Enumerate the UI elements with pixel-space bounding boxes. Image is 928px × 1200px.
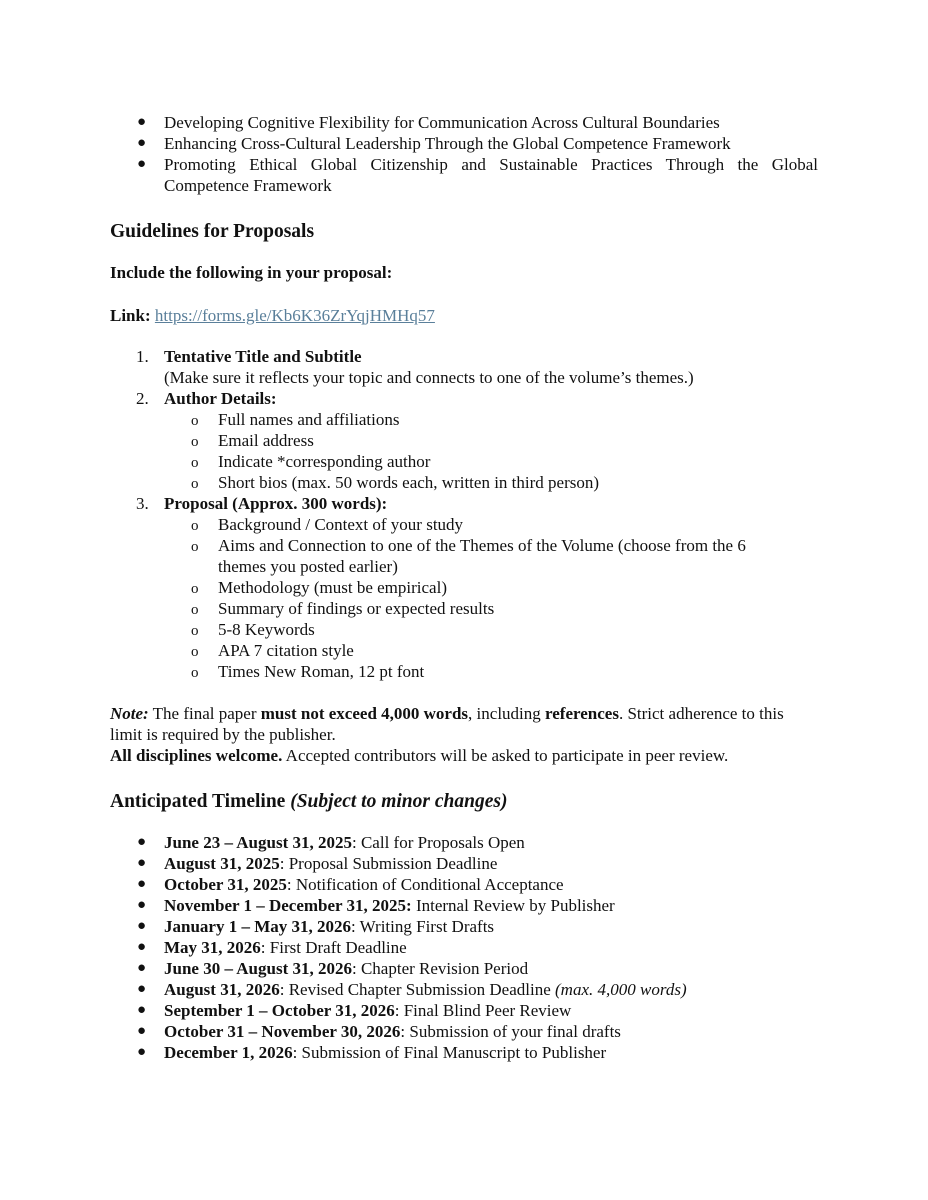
theme-item: ● Promoting Ethical Global Citizenship and Sustainable Practices Through the Global Competence Framework	[137, 155, 818, 195]
circle-bullet-icon: o	[191, 623, 199, 639]
requirement-title: Tentative Title and Subtitle	[164, 347, 362, 366]
bullet-icon: ●	[137, 918, 147, 934]
circle-bullet-icon: o	[191, 455, 199, 471]
timeline-item: ● August 31, 2025: Proposal Submission Deadline	[137, 854, 498, 873]
timeline-item: ● October 31, 2025: Notification of Conditional Acceptance	[137, 875, 564, 894]
sub-item: o 5-8 Keywords	[164, 619, 818, 640]
sub-item: o Indicate *corresponding author	[164, 451, 818, 472]
circle-bullet-icon: o	[191, 539, 199, 555]
bullet-icon: ●	[137, 960, 147, 976]
sub-item: o Times New Roman, 12 pt font	[164, 661, 818, 682]
sub-item: o Background / Context of your study	[164, 514, 818, 535]
timeline-item: ● January 1 – May 31, 2026: Writing First Drafts	[137, 917, 495, 936]
welcome-paragraph: All disciplines welcome. Accepted contributors will be asked to participate in peer review.	[110, 746, 729, 765]
timeline-item: ● October 31 – November 30, 2026: Submission of your final drafts	[137, 1022, 621, 1041]
timeline-heading: Anticipated Timeline (Subject to minor changes)	[110, 791, 508, 812]
bullet-icon: ●	[137, 135, 147, 151]
sub-item: o Full names and affiliations	[164, 409, 818, 430]
sub-item: o Email address	[164, 430, 818, 451]
bullet-icon: ●	[137, 156, 147, 172]
sub-item: o Methodology (must be empirical)	[164, 577, 818, 598]
bullet-icon: ●	[137, 855, 147, 871]
sub-item: o Short bios (max. 50 words each, written in third person)	[164, 472, 818, 493]
proposal-form-link[interactable]: https://forms.gle/Kb6K36ZrYqjHMHq57	[154, 306, 435, 325]
requirement-title: Proposal (Approx. 300 words):	[164, 494, 388, 513]
bullet-icon: ●	[137, 114, 147, 130]
bullet-icon: ●	[137, 876, 147, 892]
bullet-icon: ●	[137, 1002, 147, 1018]
theme-item: ● Developing Cognitive Flexibility for Communication Across Cultural Boundaries	[137, 113, 720, 132]
requirement-note: (Make sure it reflects your topic and connects to one of the volume’s themes.)	[164, 368, 694, 387]
bullet-icon: ●	[137, 1044, 147, 1060]
circle-bullet-icon: o	[191, 518, 199, 534]
timeline-item: ● December 1, 2026: Submission of Final Manuscript to Publisher	[137, 1043, 607, 1062]
proposal-details-list	[164, 514, 818, 682]
bullet-icon: ●	[137, 1023, 147, 1039]
link-label: Link:	[110, 306, 151, 325]
timeline-item: ● May 31, 2026: First Draft Deadline	[137, 938, 407, 957]
document-page	[110, 112, 818, 1063]
timeline-item: ● June 23 – August 31, 2025: Call for Proposals Open	[137, 833, 525, 852]
note-paragraph: Note: The final paper must not exceed 4,000 words, including references. Strict adherence to this limit is required by the publisher.	[110, 704, 784, 744]
sub-item: o Summary of findings or expected results	[164, 598, 818, 619]
requirement-item: 1. Tentative Title and Subtitle (Make sure it reflects your topic and connects to one of the volume’s themes.)	[110, 346, 818, 388]
link-line	[110, 305, 818, 326]
author-details-list	[164, 409, 818, 493]
timeline-item: ● November 1 – December 31, 2025: Internal Review by Publisher	[137, 896, 615, 915]
timeline-item: ● August 31, 2026: Revised Chapter Submission Deadline (max. 4,000 words)	[137, 980, 687, 999]
bullet-icon: ●	[137, 981, 147, 997]
requirement-item: 2. Author Details: o Full names and affiliations o Email address o Indicate *corresponding author o Short bios (max. 50 words each, written in third person)	[110, 388, 818, 493]
bullet-icon: ●	[137, 939, 147, 955]
requirement-item: 3. Proposal (Approx. 300 words): o Background / Context of your study o Aims and Connection to one of the Themes of the Volume (choose from the 6 themes you posted earlier) o Methodology (must be empirical) o Summary of findings or expected results o 5-8 Keywords o APA 7 citation style o Times New Roman, 12 pt font	[110, 493, 818, 682]
timeline-item: ● September 1 – October 31, 2026: Final Blind Peer Review	[137, 1001, 572, 1020]
proposal-requirements-list	[110, 346, 818, 682]
circle-bullet-icon: o	[191, 413, 199, 429]
circle-bullet-icon: o	[191, 434, 199, 450]
bullet-icon: ●	[137, 834, 147, 850]
timeline-item: ● June 30 – August 31, 2026: Chapter Revision Period	[137, 959, 529, 978]
themes-list	[110, 112, 818, 196]
requirement-title: Author Details:	[164, 389, 277, 408]
note-label: Note:	[110, 704, 149, 723]
circle-bullet-icon: o	[191, 476, 199, 492]
guidelines-heading: Guidelines for Proposals	[110, 221, 315, 242]
timeline-list	[110, 832, 818, 1063]
circle-bullet-icon: o	[191, 665, 199, 681]
circle-bullet-icon: o	[191, 644, 199, 660]
include-label: Include the following in your proposal:	[110, 263, 393, 282]
sub-item: o Aims and Connection to one of the Themes of the Volume (choose from the 6 themes you posted earlier)	[191, 536, 746, 576]
theme-item: ● Enhancing Cross-Cultural Leadership Through the Global Competence Framework	[137, 134, 731, 153]
circle-bullet-icon: o	[191, 581, 199, 597]
bullet-icon: ●	[137, 897, 147, 913]
sub-item: o APA 7 citation style	[164, 640, 818, 661]
circle-bullet-icon: o	[191, 602, 199, 618]
